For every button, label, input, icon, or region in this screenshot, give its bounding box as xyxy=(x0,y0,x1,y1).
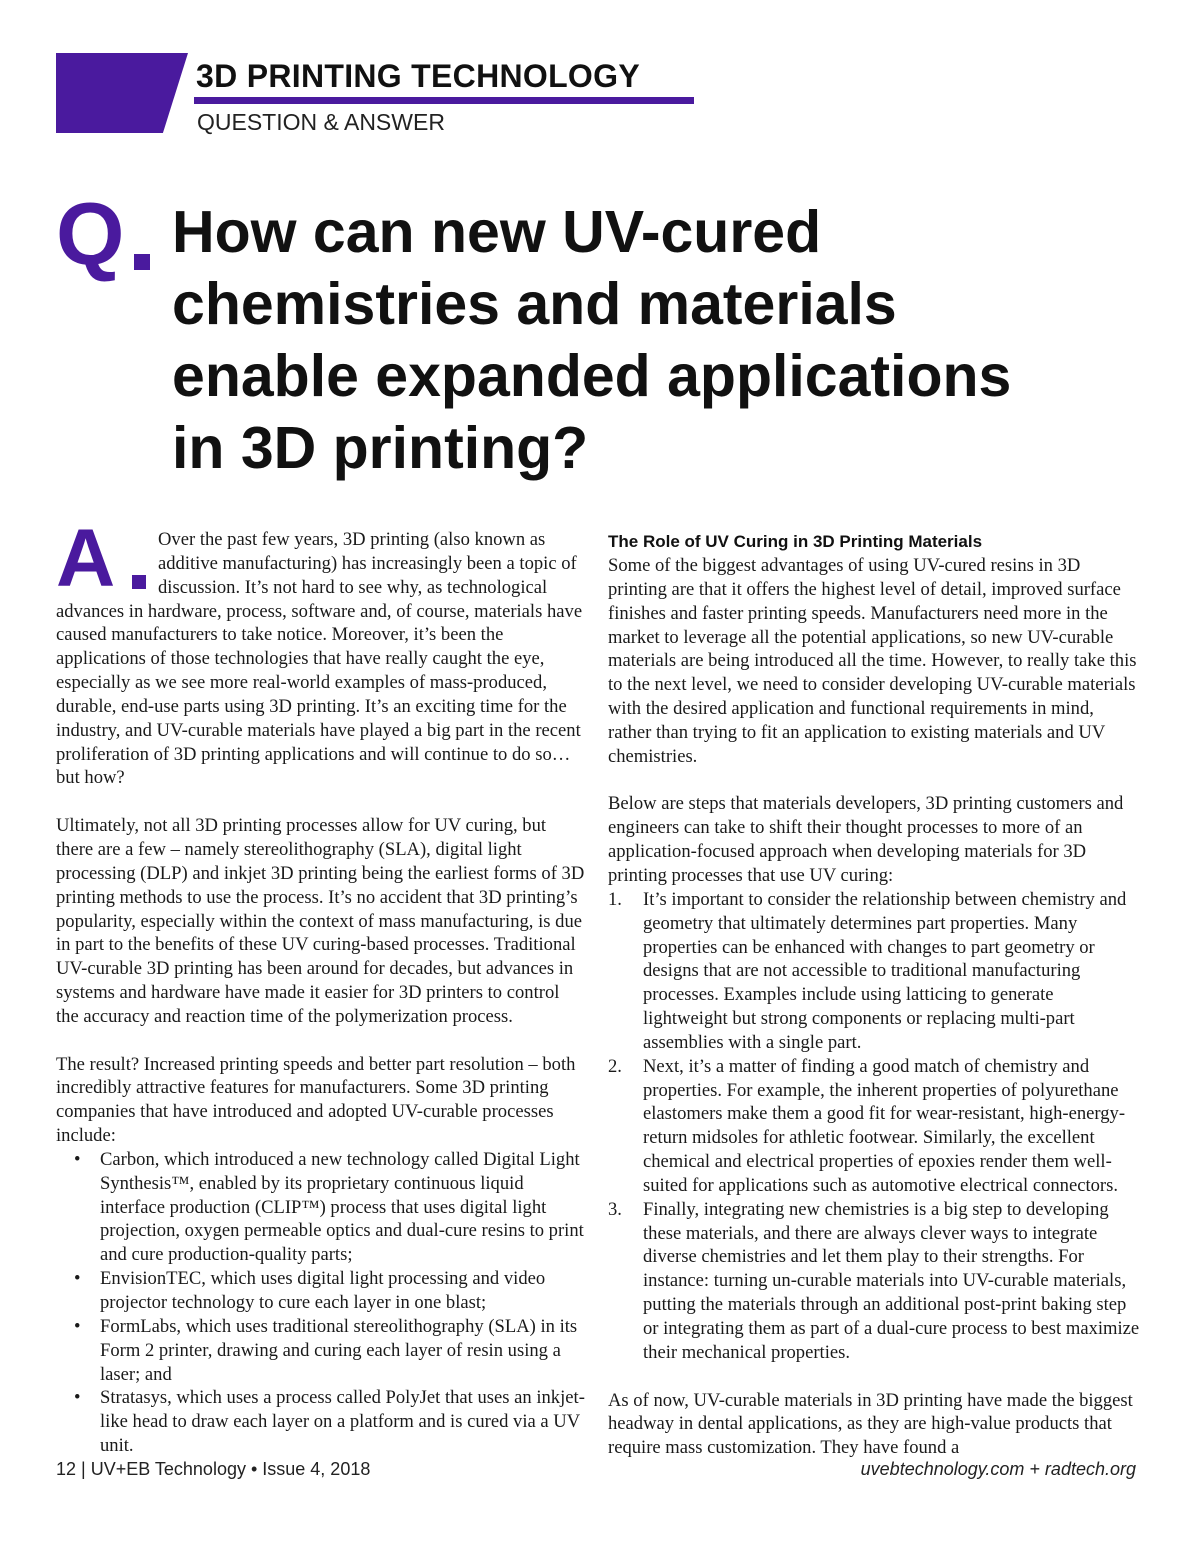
right-paragraph-1: Some of the biggest advantages of using UV-cured resins in 3D printing are that it offers the highest level of detail, improved surface finishes and faster printing speeds. Manufacturers need more in the market to leverage all the potential applications, so new UV-curable materials are being introduced all the time. However, to really take this to the next level, we need to consider developing UV-curable materials with the desired application and functional requirements in mind, rather than trying to fit an application to existing materials and UV chemistries. xyxy=(608,555,1137,767)
step-number: 1. xyxy=(608,888,622,910)
section-band xyxy=(56,53,188,133)
step-text: Next, it’s a matter of finding a good match of chemistry and properties. For example, the inherent properties of polyurethane elastomers make them a good fit for wear-resistant, high-energy-return midsoles for athletic footwear. Similarly, the excellent chemical and electrical properties of epoxies render them well-suited for applications such as automotive electrical connectors. xyxy=(643,1055,1126,1196)
answer-dot xyxy=(132,575,146,589)
steps-list xyxy=(608,888,1140,1365)
list-item xyxy=(608,1055,1140,1198)
step-text: Finally, integrating new chemistries is a big step to developing these materials, and there are always clever ways to integrate diverse chemistries and let them play to their strengths. For instance: turning un-curable materials into UV-curable materials, putting the materials through an additional post-print baking step or integrating them as part of a dual-cure process to best maximize their mechanical properties. xyxy=(643,1198,1140,1363)
subheading: The Role of UV Curing in 3D Printing Materials xyxy=(608,532,983,551)
step-text: It’s important to consider the relationship between chemistry and geometry that ultimately determines part properties. Many properties can be enhanced with changes to part geometry or designs that are not accessible to traditional manufacturing processes. Examples include using latticing to generate lightweight but strong components or replacing multi-part assemblies with a single part. xyxy=(643,888,1127,1053)
page-folio: 12 | UV+EB Technology • Issue 4, 2018 xyxy=(56,1459,371,1479)
question-dot xyxy=(134,254,150,270)
left-column xyxy=(56,513,586,1458)
step-number: 2. xyxy=(608,1055,622,1077)
right-paragraph-2: Below are steps that materials developers, 3D printing customers and engineers can take to shift their thought processes to more of an application-focused approach when developing materials for 3D printing processes that use UV curing: xyxy=(608,793,1124,886)
answer-paragraph-3: The result? Increased printing speeds and better part resolution – both incredibly attractive features for manufacturers. Some 3D printing companies that have introduced and adopted UV-curable processes include: xyxy=(56,1053,576,1147)
question-letter: Q xyxy=(56,184,125,283)
list-item: • FormLabs, which uses traditional stereolithography (SLA) in its Form 2 printer, drawing and curing each layer of resin using a laser; and xyxy=(56,1315,586,1387)
right-paragraph-3: As of now, UV-curable materials in 3D printing have made the biggest headway in dental applications, as they are high-value products that require mass customization. They have found a xyxy=(608,1389,1133,1459)
answer-paragraph-1 xyxy=(56,513,586,790)
list-item: • Stratasys, which uses a process called PolyJet that uses an inkjet-like head to draw each layer on a platform and is cured via a UV unit. xyxy=(56,1386,586,1458)
step-number: 3. xyxy=(608,1198,622,1220)
list-item: • Carbon, which introduced a new technology called Digital Light Synthesis™, enabled by its proprietary continuous liquid interface production (CLIP™) process that uses digital light projection, oxygen permeable optics and dual-cure resins to print and cure production-quality parts; xyxy=(56,1148,586,1267)
footer-websites: uvebtechnology.com + radtech.org xyxy=(860,1459,1136,1479)
answer-paragraph-1-text: Over the past few years, 3D printing (also known as additive manufacturing) has increasingly been a topic of discussion. It’s not hard to see why, as technological advances in hardware, process, software and, of course, materials have caused manufacturers to take notice. Moreover, it’s been the applications of those technologies that have really caught the eye, especially as we see more real-world examples of mass-produced, durable, end-use parts using 3D printing. It’s an exciting time for the industry, and UV-curable materials have played a big part in the recent proliferation of 3D printing applications and will continue to do so… but how? xyxy=(56,529,583,789)
company-list xyxy=(56,1148,586,1458)
question-headline: How can new UV-cured chemistries and materials enable expanded applications in 3D printing? xyxy=(172,199,1012,481)
section-rule xyxy=(194,97,694,104)
right-column xyxy=(608,530,1140,1484)
list-item: • EnvisionTEC, which uses digital light processing and video projector technology to cure each layer in one blast; xyxy=(56,1267,586,1315)
answer-letter: A xyxy=(56,513,116,604)
list-item xyxy=(608,888,1140,1055)
answer-paragraph-2: Ultimately, not all 3D printing processes allow for UV curing, but there are a few – namely stereolithography (SLA), digital light processing (DLP) and inkjet 3D printing being the earliest forms of 3D printing methods to use the process. It’s no accident that 3D printing’s popularity, especially within the context of mass manufacturing, is due in part to the benefits of these UV curing-based processes. Traditional UV-curable 3D printing has been around for decades, but advances in systems and hardware have made it easier for 3D printers to control the accuracy and reaction time of the polymerization process. xyxy=(56,815,585,1027)
section-title: 3D PRINTING TECHNOLOGY xyxy=(196,58,640,94)
list-item xyxy=(608,1198,1140,1365)
section-subtitle: QUESTION & ANSWER xyxy=(197,109,445,135)
answer-drop-cap xyxy=(56,513,156,604)
